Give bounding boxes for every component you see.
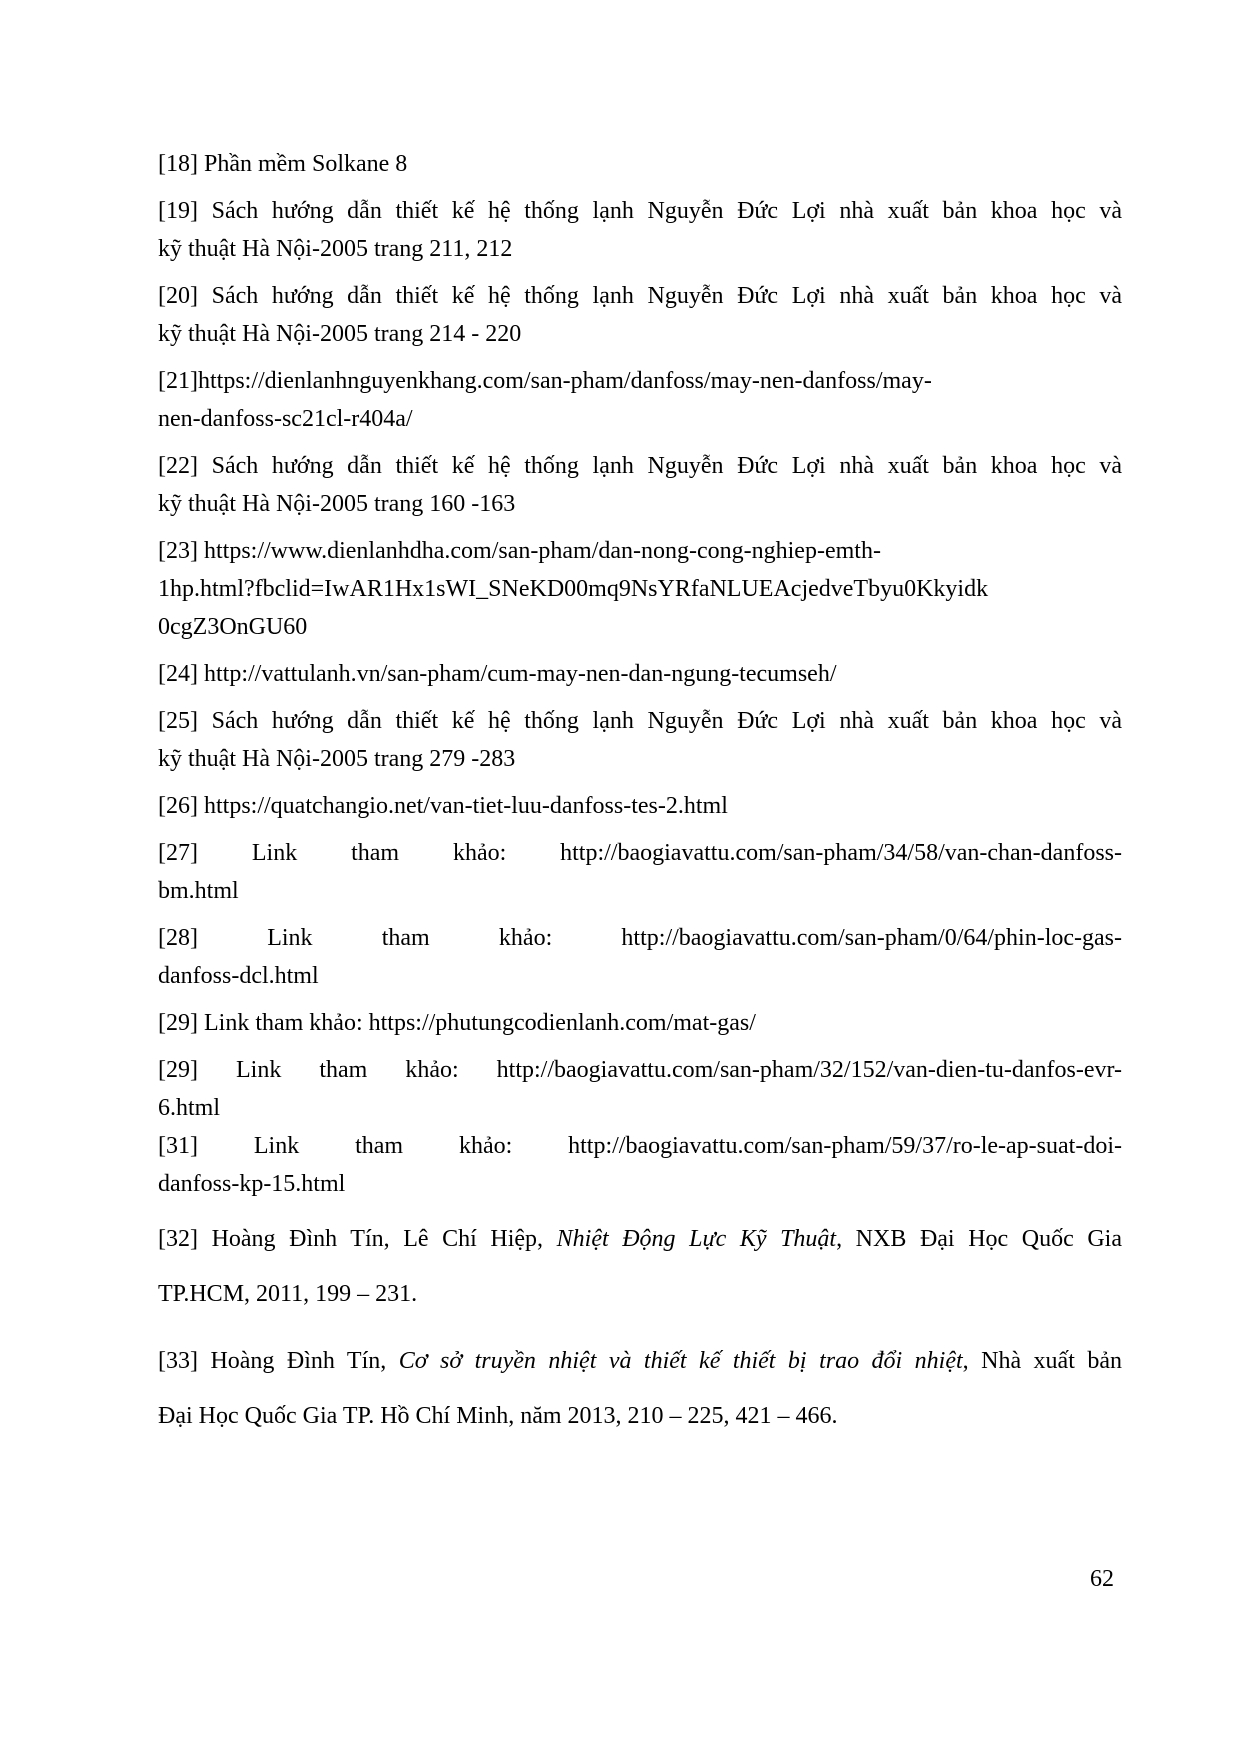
reference-line	[158, 570, 1122, 608]
reference-text: [22] Sách hướng dẫn thiết kế hệ thống lạnh Nguyễn Đức Lợi nhà xuất bản khoa học và	[158, 453, 1122, 479]
reference-line	[158, 1051, 1122, 1089]
reference-text: danfoss-kp-15.html	[158, 1171, 346, 1197]
reference-line	[158, 872, 1122, 910]
reference-line	[158, 1267, 1122, 1322]
reference-text: [23] https://www.dienlanhdha.com/san-pham/dan-nong-cong-nghiep-emth-	[158, 538, 881, 564]
reference-line	[158, 362, 1122, 400]
reference-item	[158, 447, 1122, 523]
reference-line	[158, 1089, 1122, 1127]
reference-item	[158, 145, 1122, 183]
reference-text: TP.HCM, 2011, 199 – 231.	[158, 1281, 418, 1307]
reference-line	[158, 1212, 1122, 1267]
reference-line	[158, 957, 1122, 995]
reference-line	[158, 315, 1122, 353]
reference-line	[158, 1004, 1122, 1042]
reference-item	[158, 655, 1122, 693]
reference-text: 0cgZ3OnGU60	[158, 614, 308, 640]
page-number: 62	[1090, 1566, 1114, 1592]
reference-text: [18] Phần mềm Solkane 8	[158, 151, 408, 177]
reference-item	[158, 277, 1122, 353]
reference-line	[158, 532, 1122, 570]
reference-text: [21]https://dienlanhnguyenkhang.com/san-pham/danfoss/may-nen-danfoss/may-	[158, 368, 932, 394]
reference-line	[158, 608, 1122, 646]
reference-text: [20] Sách hướng dẫn thiết kế hệ thống lạnh Nguyễn Đức Lợi nhà xuất bản khoa học và	[158, 283, 1122, 309]
reference-line	[158, 919, 1122, 957]
reference-line	[158, 787, 1122, 825]
reference-line	[158, 1334, 1122, 1389]
reference-line	[158, 447, 1122, 485]
reference-item	[158, 702, 1122, 778]
reference-text: [29] Link tham khảo: http://baogiavattu.com/san-pham/32/152/van-dien-tu-danfos-evr-	[158, 1057, 1122, 1083]
reference-item	[158, 192, 1122, 268]
reference-text: kỹ thuật Hà Nội-2005 trang 279 -283	[158, 746, 516, 772]
reference-item	[158, 787, 1122, 825]
reference-line	[158, 277, 1122, 315]
references-list	[158, 145, 1122, 1456]
reference-line	[158, 740, 1122, 778]
reference-item	[158, 1212, 1122, 1322]
reference-line	[158, 1165, 1122, 1203]
reference-text: [19] Sách hướng dẫn thiết kế hệ thống lạnh Nguyễn Đức Lợi nhà xuất bản khoa học và	[158, 198, 1122, 224]
reference-text: kỹ thuật Hà Nội-2005 trang 211, 212	[158, 236, 513, 262]
reference-line	[158, 1389, 1122, 1444]
reference-text: [27] Link tham khảo: http://baogiavattu.com/san-pham/34/58/van-chan-danfoss-	[158, 840, 1122, 866]
reference-line	[158, 702, 1122, 740]
reference-text: , Nhà xuất bản	[962, 1348, 1122, 1374]
reference-text: , NXB Đại Học Quốc Gia	[836, 1226, 1122, 1252]
reference-text: [32] Hoàng Đình Tín, Lê Chí Hiệp,	[158, 1226, 557, 1252]
reference-text: kỹ thuật Hà Nội-2005 trang 160 -163	[158, 491, 516, 517]
reference-text: nen-danfoss-sc21cl-r404a/	[158, 406, 413, 432]
reference-text: 1hp.html?fbclid=IwAR1Hx1sWI_SNeKD00mq9NsYRfaNLUEAcjedveTbyu0Kkyidk	[158, 576, 989, 602]
reference-item	[158, 532, 1122, 646]
reference-text: [24] http://vattulanh.vn/san-pham/cum-may-nen-dan-ngung-tecumseh/	[158, 661, 837, 687]
reference-item	[158, 834, 1122, 910]
reference-item	[158, 362, 1122, 438]
reference-line	[158, 400, 1122, 438]
reference-text: [25] Sách hướng dẫn thiết kế hệ thống lạnh Nguyễn Đức Lợi nhà xuất bản khoa học và	[158, 708, 1122, 734]
reference-line	[158, 485, 1122, 523]
reference-item	[158, 1334, 1122, 1444]
reference-text: 6.html	[158, 1095, 221, 1121]
reference-text: kỹ thuật Hà Nội-2005 trang 214 - 220	[158, 321, 522, 347]
reference-line	[158, 1127, 1122, 1165]
reference-title-italic: Cơ sở truyền nhiệt và thiết kế thiết bị trao đổi nhiệt	[398, 1348, 963, 1374]
reference-text: bm.html	[158, 878, 239, 904]
reference-text: [28] Link tham khảo: http://baogiavattu.com/san-pham/0/64/phin-loc-gas-	[158, 925, 1122, 951]
reference-line	[158, 192, 1122, 230]
reference-text: [29] Link tham khảo: https://phutungcodienlanh.com/mat-gas/	[158, 1010, 756, 1036]
reference-text: Đại Học Quốc Gia TP. Hồ Chí Minh, năm 2013, 210 – 225, 421 – 466.	[158, 1403, 838, 1429]
reference-line	[158, 230, 1122, 268]
reference-item	[158, 1051, 1122, 1127]
reference-item	[158, 1127, 1122, 1203]
reference-line	[158, 145, 1122, 183]
reference-text: danfoss-dcl.html	[158, 963, 319, 989]
reference-text: [26] https://quatchangio.net/van-tiet-luu-danfoss-tes-2.html	[158, 793, 728, 819]
reference-text: [31] Link tham khảo: http://baogiavattu.com/san-pham/59/37/ro-le-ap-suat-doi-	[158, 1133, 1122, 1159]
reference-item	[158, 919, 1122, 995]
reference-title-italic: Nhiệt Động Lực Kỹ Thuật	[556, 1226, 837, 1252]
reference-item	[158, 1004, 1122, 1042]
reference-line	[158, 655, 1122, 693]
reference-text: [33] Hoàng Đình Tín,	[158, 1348, 399, 1374]
reference-line	[158, 834, 1122, 872]
